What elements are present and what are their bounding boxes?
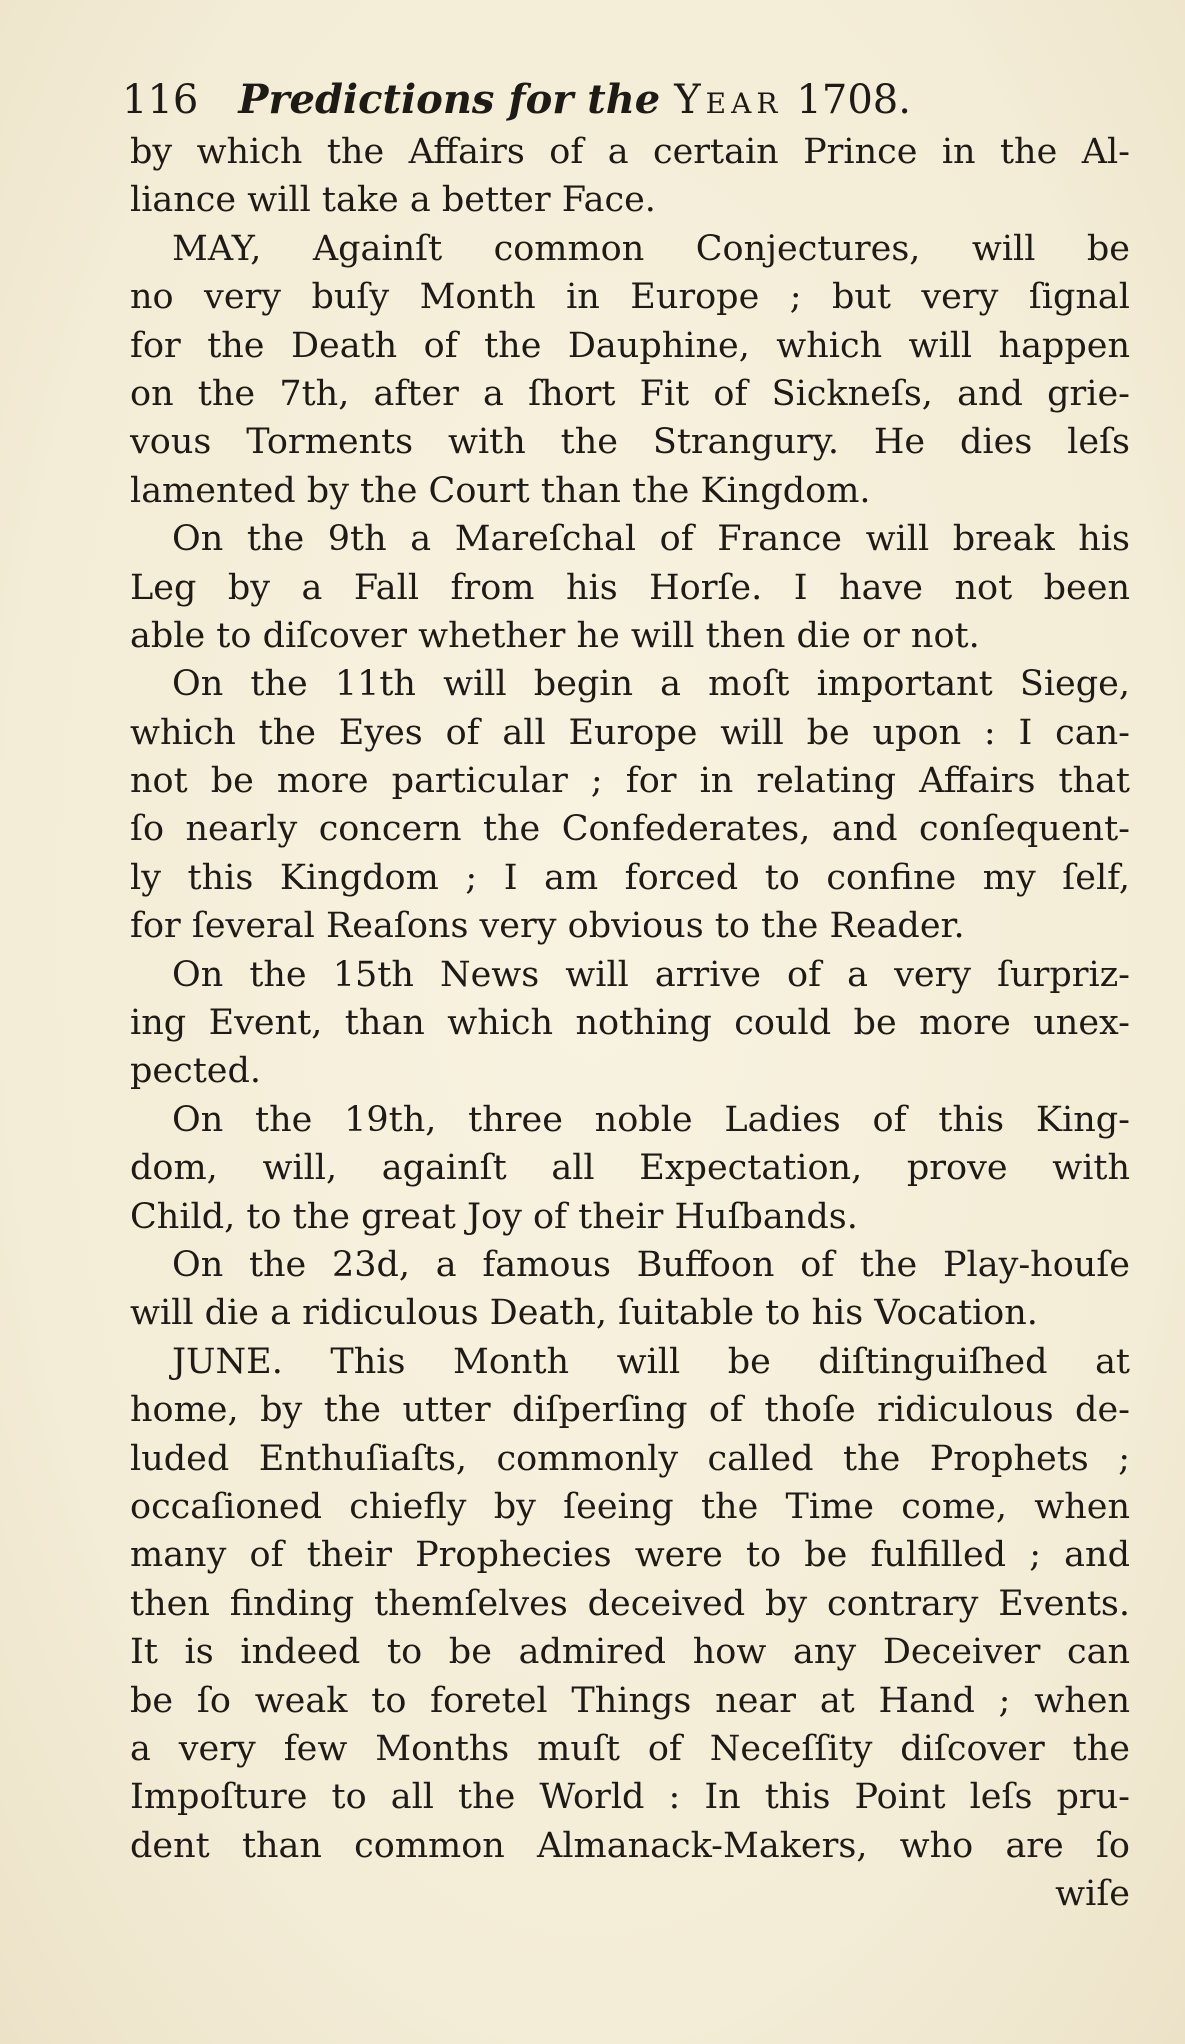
text-line: On the 19th, three noble Ladies of this King-	[172, 1099, 1130, 1140]
text-line: not be more particular ; for in relating Affairs that	[130, 761, 1130, 802]
text-line: dent than common Almanack-Makers, who are ſo	[130, 1825, 1130, 1866]
catchword: wiſe	[1055, 1874, 1130, 1915]
text-line: On the 11th will begin a moſt important Siege,	[172, 664, 1130, 705]
text-line: no very buſy Month in Europe ; but very ſignal	[130, 277, 1130, 318]
text-line: then finding themſelves deceived by contrary Events.	[130, 1583, 1130, 1624]
text-line: luded Enthuſiaſts, commonly called the Prophets ;	[130, 1438, 1130, 1479]
text-line: It is indeed to be admired how any Deceiver can	[130, 1632, 1130, 1673]
text-line: Leg by a Fall from his Horſe. I have not been	[130, 567, 1130, 608]
text-line: Impoſture to all the World : In this Point leſs pru-	[130, 1777, 1130, 1818]
text-line: Child, to the great Joy of their Huſbands.	[130, 1196, 858, 1237]
running-head	[122, 70, 1132, 130]
text-line: pected.	[130, 1051, 262, 1092]
text-line: dom, will, againſt all Expectation, prove with	[130, 1148, 1130, 1189]
text-line: for the Death of the Dauphine, which will happen	[130, 325, 1130, 366]
text-line: on the 7th, after a ſhort Fit of Sickneſs, and grie-	[130, 373, 1130, 414]
text-line: ſo nearly concern the Confederates, and conſequent-	[130, 809, 1130, 850]
text-line: for ſeveral Reaſons very obvious to the Reader.	[130, 906, 965, 947]
text-line: On the 15th News will arrive of a very ſurpriz-	[172, 954, 1130, 995]
text-line: JUNE. This Month will be diſtinguiſhed at	[172, 1341, 1130, 1382]
text-line: On the 23d, a famous Buffoon of the Play-houſe	[172, 1244, 1130, 1285]
text-line: On the 9th a Mareſchal of France will break his	[172, 519, 1130, 560]
text-line: vous Torments with the Strangury. He dies leſs	[130, 422, 1130, 463]
text-line: many of their Prophecies were to be fulfilled ; and	[130, 1535, 1130, 1576]
running-title-year: 1708.	[796, 77, 911, 123]
text-line: able to diſcover whether he will then die or not.	[130, 615, 980, 656]
text-line: which the Eyes of all Europe will be upon : I can-	[130, 712, 1130, 753]
text-line: a very few Months muſt of Neceſſity diſcover the	[130, 1728, 1130, 1769]
text-line: home, by the utter diſperſing of thoſe ridiculous de-	[130, 1390, 1130, 1431]
text-line: be ſo weak to foretel Things near at Hand ; when	[130, 1680, 1130, 1721]
text-line: occaſioned chiefly by ſeeing the Time come, when	[130, 1486, 1130, 1527]
text-line: liance will take a better Face.	[130, 180, 656, 221]
body-text	[130, 128, 1130, 1918]
running-title-year-word: Year	[674, 77, 783, 123]
text-line: ly this Kingdom ; I am forced to confine my ſelf,	[130, 857, 1130, 898]
running-title: Predictions for the	[238, 76, 661, 123]
text-line: by which the Affairs of a certain Prince in the Al-	[130, 132, 1130, 172]
text-line: lamented by the Court than the Kingdom.	[130, 470, 871, 511]
text-line: MAY, Againſt common Conjectures, will be	[172, 228, 1130, 269]
page-number: 116	[122, 77, 199, 123]
text-line: will die a ridiculous Death, ſuitable to his Vocation.	[130, 1293, 1038, 1334]
text-line: ing Event, than which nothing could be more unex-	[130, 1003, 1130, 1044]
